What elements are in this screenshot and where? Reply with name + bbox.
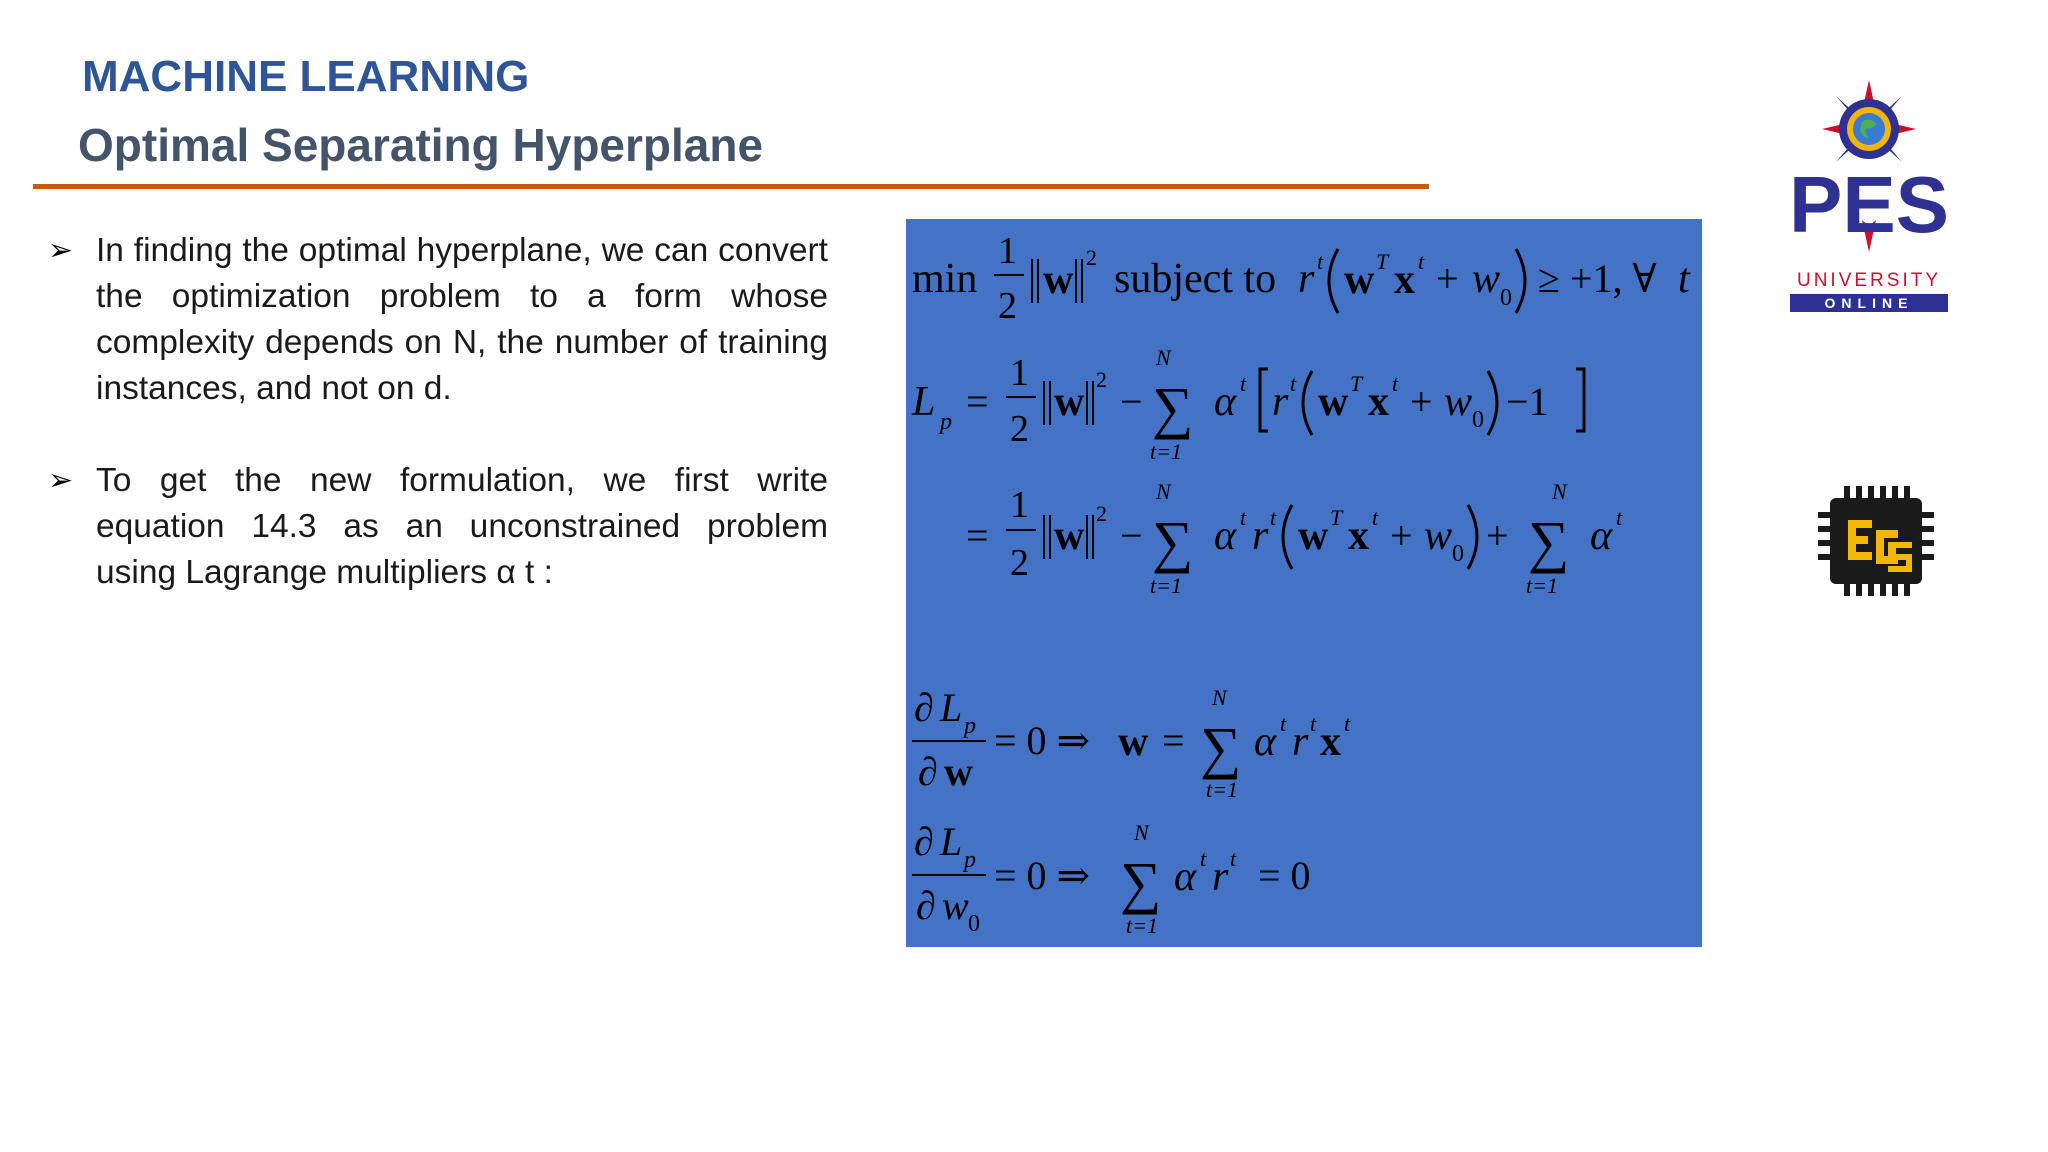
plus-sign: + [1486, 513, 1509, 558]
pes-university-logo [1786, 76, 1952, 316]
exponent: 2 [1086, 245, 1097, 270]
left-bracket [1260, 369, 1268, 431]
page-title: MACHINE LEARNING [82, 52, 530, 101]
w-vector: w [1054, 513, 1085, 559]
bullet-text: To get the new formulation, we first write equation 14.3 as an unconstrained problem using Lagrange multipliers α t : [96, 462, 828, 591]
sum-upper-limit: N [1156, 479, 1171, 504]
equals-zero: = 0 [1258, 853, 1311, 898]
L-symbol: L [940, 685, 963, 730]
L-symbol: L [912, 379, 936, 425]
partial-symbol: ∂ [914, 819, 934, 864]
equation-gradient-w [912, 685, 1351, 802]
alpha-symbol: α [1214, 379, 1237, 425]
superscript-t: t [1616, 505, 1623, 530]
alpha-symbol: α [1214, 513, 1237, 559]
fraction-numerator: 1 [998, 230, 1017, 272]
logo-university-text: UNIVERSITY [1796, 270, 1942, 291]
equation-lagrangian [911, 345, 1584, 464]
subscript-zero: 0 [1500, 285, 1512, 311]
subscript-p: p [964, 713, 976, 739]
summation-sign: ∑ [1528, 509, 1570, 574]
ece-chip-logo-icon [1818, 486, 1934, 596]
alpha-symbol: α [1590, 513, 1613, 559]
sum-lower-limit: t=1 [1206, 777, 1238, 802]
bullet-item [48, 458, 828, 596]
right-paren [1516, 249, 1525, 313]
w-vector: w [1318, 379, 1349, 425]
equation-lagrangian-expanded [966, 479, 1623, 598]
fraction-numerator: 1 [1010, 352, 1029, 394]
w-vector: w [1298, 513, 1329, 559]
exponent: 2 [1096, 501, 1107, 526]
fraction-numerator: 1 [1010, 484, 1029, 526]
subscript-zero: 0 [1452, 541, 1464, 567]
sum-lower-limit: t=1 [1150, 573, 1182, 598]
subscript-zero: 0 [1472, 407, 1484, 433]
plus-sign: + [1436, 256, 1459, 301]
L-symbol: L [940, 819, 963, 864]
equals-zero-implies: = 0 ⇒ [994, 853, 1091, 898]
superscript-t: t [1418, 249, 1425, 274]
superscript-t: t [1270, 505, 1277, 530]
superscript-T: T [1376, 249, 1389, 274]
alpha-symbol: α [1254, 719, 1277, 765]
w0-symbol: w [1424, 513, 1453, 559]
r-symbol: r [1252, 513, 1269, 559]
left-paren [1329, 249, 1338, 313]
x-vector: x [1348, 513, 1369, 559]
constraint-rhs: ≥ +1, ∀ [1538, 256, 1657, 301]
equation-panel [906, 219, 1702, 947]
left-paren [1283, 505, 1292, 569]
exponent: 2 [1096, 367, 1107, 392]
superscript-T: T [1330, 505, 1343, 530]
x-vector: x [1368, 379, 1389, 425]
w0-symbol: w [1444, 379, 1473, 425]
logo-wordmark: PES [1788, 160, 1950, 249]
superscript-t: t [1317, 249, 1324, 274]
title-divider [33, 184, 1429, 189]
sum-upper-limit: N [1212, 685, 1227, 710]
plus-sign: + [1390, 513, 1413, 558]
w-vector: w [1344, 257, 1375, 303]
right-paren [1468, 505, 1477, 569]
r-symbol: r [1212, 854, 1229, 900]
w-vector: w [1054, 379, 1085, 425]
fraction-denominator: 2 [1010, 408, 1029, 450]
minus-one: −1 [1506, 379, 1549, 424]
w-vector: w [1043, 257, 1074, 303]
r-symbol: r [1292, 719, 1309, 765]
left-paren [1303, 371, 1312, 435]
t-symbol: t [1678, 256, 1690, 302]
summation-sign: ∑ [1152, 509, 1194, 574]
sum-lower-limit: t=1 [1526, 573, 1558, 598]
right-bracket [1576, 369, 1584, 431]
superscript-t: t [1344, 711, 1351, 736]
sum-lower-limit: t=1 [1150, 439, 1182, 464]
subject-to-text: subject to [1114, 256, 1277, 302]
superscript-t: t [1392, 371, 1399, 396]
subscript-p: p [940, 409, 952, 435]
sum-upper-limit: N [1552, 479, 1567, 504]
partial-symbol: ∂ [914, 685, 934, 730]
subscript-p: p [964, 847, 976, 873]
w-vector: w [1118, 719, 1149, 765]
superscript-t: t [1200, 846, 1207, 871]
sum-upper-limit: N [1156, 345, 1171, 370]
equals-sign: = [966, 379, 989, 424]
sum-lower-limit: t=1 [1126, 913, 1158, 938]
x-vector: x [1320, 719, 1341, 765]
partial-symbol: ∂ [918, 749, 938, 794]
partial-symbol: ∂ [916, 883, 936, 928]
logo-online-text: ONLINE [1824, 295, 1914, 311]
minus-sign: − [1120, 379, 1143, 424]
r-symbol: r [1272, 379, 1289, 425]
w0-symbol: w [1472, 256, 1501, 302]
summation-sign: ∑ [1200, 715, 1242, 780]
plus-sign: + [1410, 379, 1433, 424]
equations-svg [906, 219, 1702, 947]
equation-primal-objective [912, 230, 1691, 327]
sum-upper-limit: N [1134, 820, 1149, 845]
w0-symbol: w [942, 883, 969, 928]
summation-sign: ∑ [1120, 850, 1162, 915]
w-vector: w [944, 749, 973, 794]
subscript-zero: 0 [968, 911, 980, 937]
min-text: min [912, 256, 978, 302]
arrow-bullet-icon: ➢ [48, 464, 74, 497]
equals-zero-implies: = 0 ⇒ [994, 718, 1091, 763]
fraction-denominator: 2 [1010, 542, 1029, 584]
equation-gradient-w0 [912, 819, 1311, 938]
right-paren [1488, 371, 1497, 435]
superscript-t: t [1280, 711, 1287, 736]
superscript-t: t [1310, 711, 1317, 736]
superscript-t: t [1240, 371, 1247, 396]
superscript-t: t [1230, 846, 1237, 871]
equals-sign: = [966, 513, 989, 558]
superscript-T: T [1350, 371, 1363, 396]
alpha-symbol: α [1174, 854, 1197, 900]
superscript-t: t [1290, 371, 1297, 396]
superscript-t: t [1240, 505, 1247, 530]
bullet-list [48, 228, 828, 642]
page-subtitle: Optimal Separating Hyperplane [78, 119, 764, 171]
arrow-bullet-icon: ➢ [48, 234, 74, 267]
summation-sign: ∑ [1152, 375, 1194, 440]
x-vector: x [1394, 257, 1415, 303]
minus-sign: − [1120, 513, 1143, 558]
fraction-denominator: 2 [998, 285, 1017, 327]
superscript-t: t [1372, 505, 1379, 530]
equals-sign: = [1162, 718, 1185, 763]
bullet-text: In finding the optimal hyperplane, we can convert the optimization problem to a form whose complexity depends on N, the number of training instances, and not on d. [96, 232, 828, 407]
r-symbol: r [1298, 256, 1315, 302]
bullet-item [48, 228, 828, 412]
